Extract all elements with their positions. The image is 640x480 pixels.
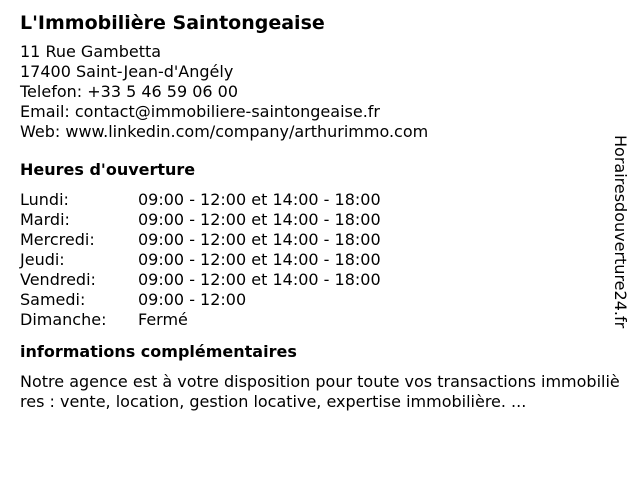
website-address: Web: www.linkedin.com/company/arthurimmo.com (20, 122, 429, 141)
hours-time: 09:00 - 12:00 et 14:00 - 18:00 (138, 190, 381, 209)
info-title: informations complémentaires (20, 342, 297, 361)
hours-time: 09:00 - 12:00 (138, 290, 247, 309)
hours-row (20, 310, 620, 330)
city-address: 17400 Saint-Jean-d'Angély (20, 62, 234, 81)
hours-title: Heures d'ouverture (20, 160, 196, 179)
hours-day: Vendredi: (20, 270, 96, 289)
hours-row (20, 290, 620, 310)
info-text: Notre agence est à votre disposition pour toute vos transactions immobilières : vente, location, gestion locative, expertise immobilière. ... (20, 372, 620, 411)
hours-table (20, 190, 620, 330)
hours-row (20, 210, 620, 230)
hours-time: Fermé (138, 310, 188, 329)
hours-row (20, 190, 620, 210)
hours-day: Lundi: (20, 190, 69, 209)
address-block (20, 42, 620, 142)
hours-day: Jeudi: (20, 250, 65, 269)
hours-row (20, 250, 620, 270)
business-card (20, 10, 620, 412)
hours-time: 09:00 - 12:00 et 14:00 - 18:00 (138, 230, 381, 249)
street-address: 11 Rue Gambetta (20, 42, 162, 61)
business-title: L'Immobilière Saintongeaise (20, 12, 325, 34)
hours-row (20, 270, 620, 290)
hours-time: 09:00 - 12:00 et 14:00 - 18:00 (138, 210, 381, 229)
hours-time: 09:00 - 12:00 et 14:00 - 18:00 (138, 250, 381, 269)
hours-day: Samedi: (20, 290, 86, 309)
hours-day: Dimanche: (20, 310, 107, 329)
hours-day: Mercredi: (20, 230, 95, 249)
email-address: Email: contact@immobiliere-saintongeaise.fr (20, 102, 380, 121)
hours-time: 09:00 - 12:00 et 14:00 - 18:00 (138, 270, 381, 289)
hours-day: Mardi: (20, 210, 70, 229)
phone-number: Telefon: +33 5 46 59 06 00 (20, 82, 239, 101)
hours-row (20, 230, 620, 250)
watermark-text: Horairesdouverture24.fr (611, 135, 630, 329)
